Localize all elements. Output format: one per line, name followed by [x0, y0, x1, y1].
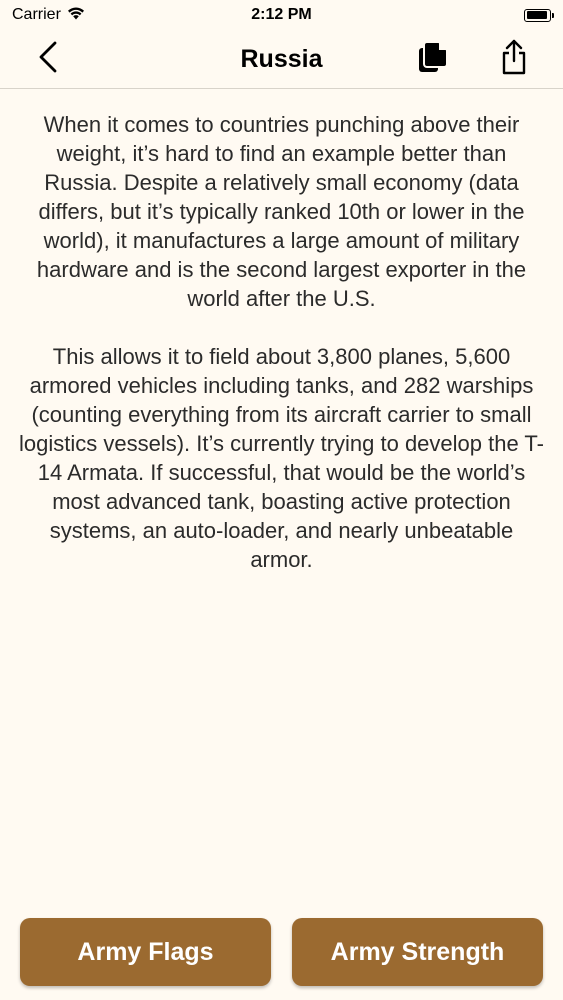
share-icon: [501, 39, 527, 80]
article-paragraph: This allows it to field about 3,800 planes, 5,600 armored vehicles including tanks, and 282 warships (counting everything from its aircraft carrier to small logistics vessels). It’s currently trying to develop the T-14 Armata. If successful, that would be the world’s most advanced tank, boasting active protection systems, an auto-loader, and nearly unbeatable armor.: [19, 344, 544, 572]
carrier-label: Carrier: [12, 6, 61, 23]
battery-fill: [527, 11, 548, 19]
back-button[interactable]: [26, 30, 70, 88]
copy-icon: [417, 40, 449, 79]
status-time: 2:12 PM: [251, 6, 312, 23]
article-content: [18, 110, 545, 603]
navigation-bar: [0, 30, 563, 89]
status-left: [12, 6, 85, 25]
status-bar: [0, 0, 563, 30]
footer-buttons: [20, 918, 543, 986]
share-button[interactable]: [492, 30, 536, 88]
army-flags-button[interactable]: Army Flags: [20, 918, 271, 986]
army-strength-button[interactable]: Army Strength: [292, 918, 543, 986]
chevron-left-icon: [38, 41, 58, 78]
wifi-icon: [67, 6, 85, 25]
battery-icon: [524, 9, 551, 22]
page-title: Russia: [240, 44, 323, 73]
copy-button[interactable]: [411, 30, 455, 88]
article-paragraph: When it comes to countries punching above their weight, it’s hard to find an example better than Russia. Despite a relatively small economy (data differs, but it’s typically ranked 10th or lower in the world), it manufactures a large amount of military hardware and is the second largest exporter in the world after the U.S.: [36, 112, 527, 311]
